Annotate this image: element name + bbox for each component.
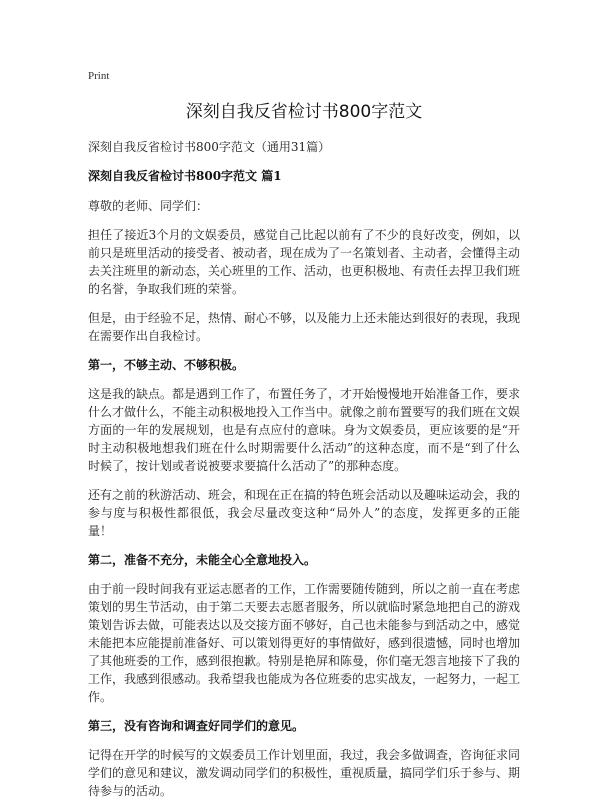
page-subtitle: 深刻自我反省检讨书800字范文（通用31篇）: [88, 140, 331, 154]
document-page: [88, 68, 520, 811]
body-paragraph-6: 记得在开学的时候写的文娱委员工作计划里面，我过，我会多做调查，咨询征求同学们的意见和建议，激发调动同学们的积极性，重视质量，搞同学们乐于参与、期待参与的活动。: [88, 748, 521, 798]
body-paragraph-1: 担任了接近3个月的文娱委员，感觉自己比起以前有了不少的良好改变，例如，以前只是班里活动的接受者、被动者，现在成为了一名策划者、主动者，会懂得主动去关注班里的新动态，关心班里的工作、活动，也更积极地、有责任去捍卫我们班的名誉，争取我们班的荣誉。: [88, 228, 521, 296]
point-heading-1: 第一，不够主动、不够积极。: [88, 358, 245, 372]
body-paragraph-4: 还有之前的秋游活动、班会，和现在正在搞的特色班会活动以及趣味运动会，我的参与度与积极性都很低，我会尽量改变这种“局外人”的态度，发挥更多的正能量！: [88, 488, 521, 538]
body-paragraph-2: 但是，由于经验不足，热情、耐心不够，以及能力上还未能达到很好的表现，我现在需要作出自我检讨。: [88, 311, 521, 343]
print-label[interactable]: Print: [88, 70, 110, 82]
section-title: 深刻自我反省检讨书800字范文 篇1: [88, 169, 282, 183]
point-heading-2: 第二，准备不充分，未能全心全意地投入。: [88, 553, 317, 567]
page-title: 深刻自我反省检讨书800字范文: [185, 102, 423, 122]
greeting-paragraph: 尊敬的老师、同学们：: [88, 199, 209, 213]
body-paragraph-3: 这是我的缺点。都是遇到工作了，布置任务了，才开始慢慢地开始准备工作，要求什么才做什么，不能主动积极地投入工作当中。就像之前布置要写的我们班在文娱方面的一年的发展规划，也是有点应付的意味。身为文娱委员，更应该要的是“开时主动积极地想我们班在什么时期需要什么活动”的这种态度，而不是“到了什么时候了，按计划或者说被要求要搞什么活动了”的那种态度。: [88, 387, 521, 473]
body-paragraph-5: 由于前一段时间我有亚运志愿者的工作，工作需要随传随到，所以之前一直在考虑策划的男生节活动，由于第二天要去志愿者服务，所以就临时紧急地把自己的游戏策划告诉去做，可能表达以及交接方面不够好，自己也未能参与到活动之中，感觉未能把本应能提前准备好、可以策划得更好的事情做好，感到很遗憾，同时也增加了其他班委的工作，感到很抱歉。特别是艳屏和陈曼，你们毫无怨言地接下了我的工作，我感到很感动。我希望我也能成为各位班委的忠实战友，一起努力，一起工作。: [88, 582, 521, 704]
point-heading-3: 第三，没有咨询和调查好同学们的意见。: [88, 719, 305, 733]
